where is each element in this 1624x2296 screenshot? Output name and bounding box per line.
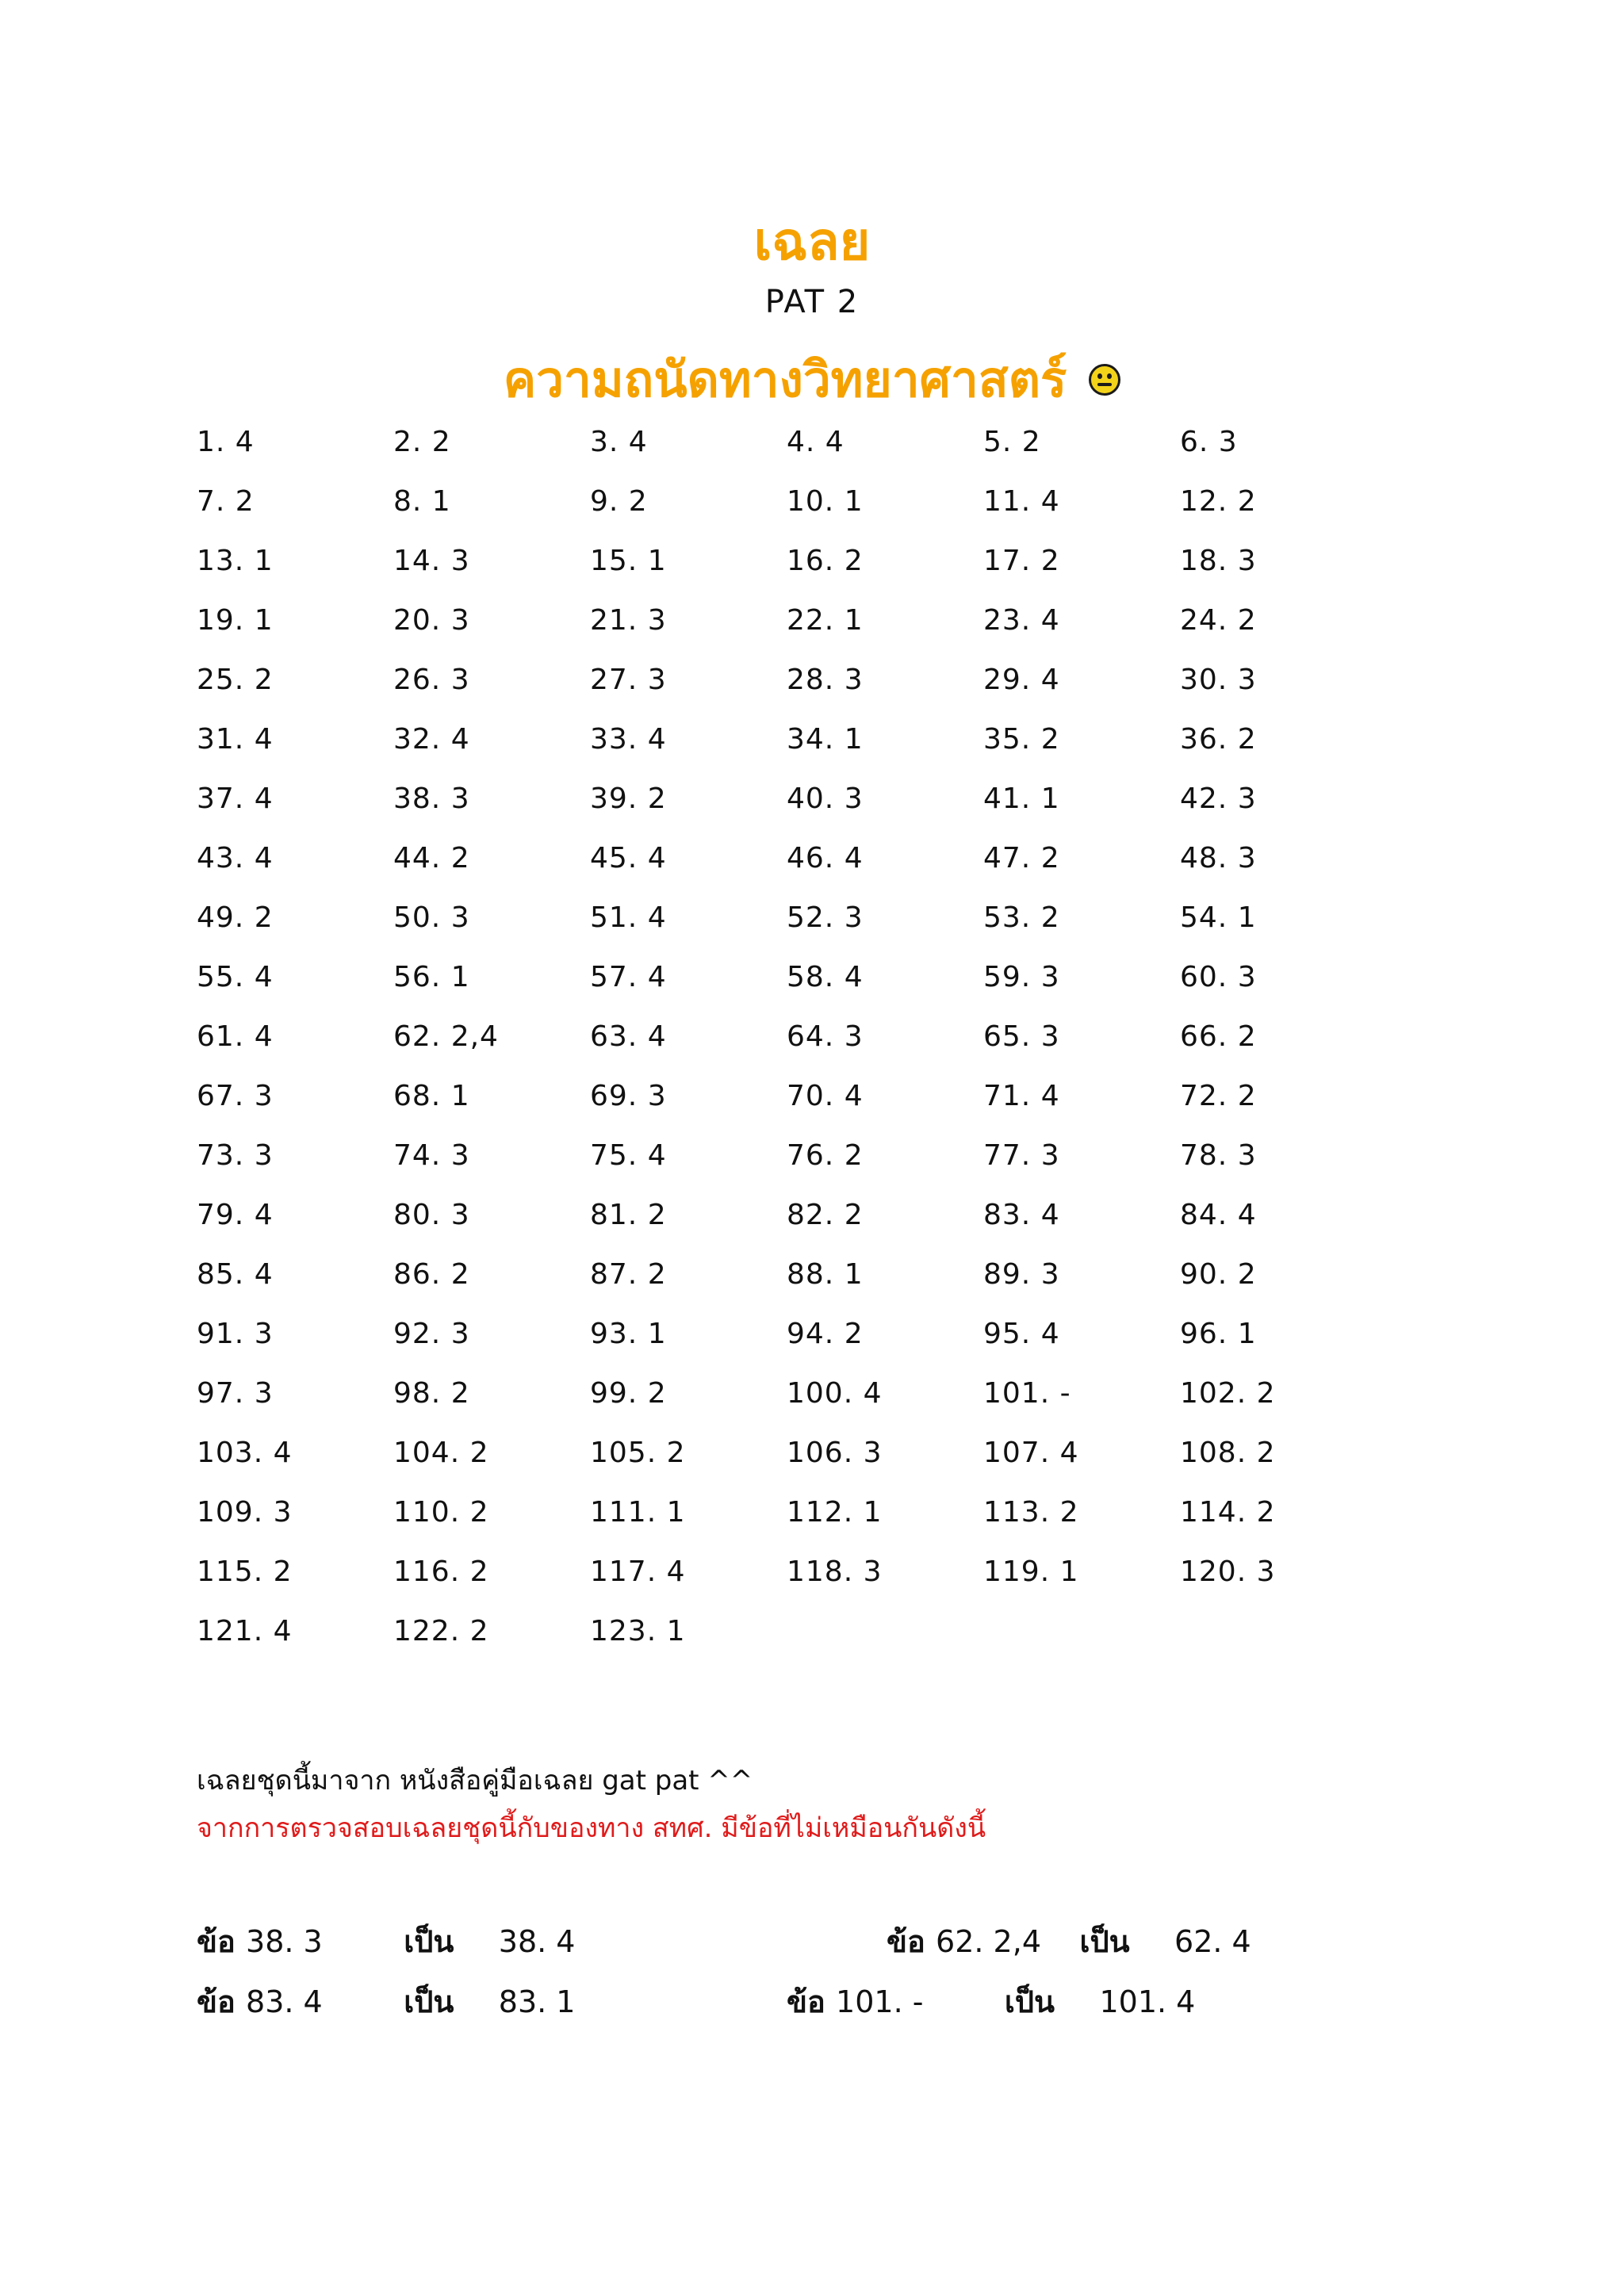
answer-item: 24. 2	[1180, 604, 1257, 637]
correction-prefix: ข้อ	[887, 1924, 925, 1959]
correction-corrected: 101. 4	[1099, 1984, 1196, 2019]
answer-item: 64. 3	[787, 1020, 864, 1053]
answer-item: 35. 2	[983, 723, 1060, 756]
answer-item: 84. 4	[1180, 1199, 1257, 1231]
answer-item: 107. 4	[983, 1437, 1079, 1469]
answer-item: 83. 4	[983, 1199, 1060, 1231]
answer-item: 18. 3	[1180, 545, 1257, 577]
correction-item	[787, 1977, 1195, 2026]
correction-original: 83. 4	[246, 1984, 323, 2019]
correction-item	[887, 1917, 1251, 1965]
answer-item: 52. 3	[787, 901, 864, 934]
answer-item: 36. 2	[1180, 723, 1257, 756]
answer-item: 121. 4	[197, 1615, 293, 1647]
answer-item: 33. 4	[590, 723, 667, 756]
heading-text: ความถนัดทางวิทยาศาสตร์	[503, 350, 1067, 408]
correction-is-word: เป็น	[404, 1924, 454, 1959]
answer-item: 73. 3	[197, 1139, 274, 1172]
answer-item: 59. 3	[983, 961, 1060, 993]
answer-item: 50. 3	[393, 901, 470, 934]
answer-item: 90. 2	[1180, 1258, 1257, 1291]
answer-item: 96. 1	[1180, 1318, 1257, 1350]
answer-item: 67. 3	[197, 1080, 274, 1112]
answer-item: 26. 3	[393, 664, 470, 696]
answer-item: 89. 3	[983, 1258, 1060, 1291]
answer-item: 101. -	[983, 1377, 1071, 1410]
correction-is-word: เป็น	[404, 1984, 454, 2019]
answer-item: 30. 3	[1180, 664, 1257, 696]
correction-is-word: เป็น	[1004, 1984, 1055, 2019]
answer-item: 44. 2	[393, 842, 470, 874]
answer-item: 103. 4	[197, 1437, 293, 1469]
page-heading	[0, 341, 1624, 419]
answer-item: 97. 3	[197, 1377, 274, 1410]
page-title: เฉลย	[753, 211, 871, 272]
answer-item: 68. 1	[393, 1080, 470, 1112]
answer-item: 5. 2	[983, 426, 1041, 458]
correction-corrected: 38. 4	[498, 1924, 576, 1959]
answer-item: 91. 3	[197, 1318, 274, 1350]
answer-item: 76. 2	[787, 1139, 864, 1172]
answer-item: 111. 1	[590, 1496, 686, 1529]
answer-item: 94. 2	[787, 1318, 864, 1350]
answer-item: 62. 2,4	[393, 1020, 499, 1053]
correction-original: 62. 2,4	[936, 1924, 1041, 1959]
answer-item: 25. 2	[197, 664, 274, 696]
answer-item: 2. 2	[393, 426, 451, 458]
answer-item: 95. 4	[983, 1318, 1060, 1350]
answer-item: 74. 3	[393, 1139, 470, 1172]
correction-is-word: เป็น	[1079, 1924, 1130, 1959]
answer-item: 57. 4	[590, 961, 667, 993]
page-subtitle: PAT 2	[764, 284, 860, 320]
correction-corrected: 83. 1	[498, 1984, 576, 2019]
answer-item: 93. 1	[590, 1318, 667, 1350]
answer-item: 63. 4	[590, 1020, 667, 1053]
answer-item: 120. 3	[1180, 1556, 1276, 1588]
answer-item: 116. 2	[393, 1556, 489, 1588]
answer-item: 22. 1	[787, 604, 864, 637]
answer-item: 113. 2	[983, 1496, 1079, 1529]
answer-item: 118. 3	[787, 1556, 883, 1588]
answer-item: 86. 2	[393, 1258, 470, 1291]
answer-item: 48. 3	[1180, 842, 1257, 874]
answer-item: 109. 3	[197, 1496, 293, 1529]
answer-item: 106. 3	[787, 1437, 883, 1469]
correction-prefix: ข้อ	[197, 1924, 236, 1959]
answer-item: 3. 4	[590, 426, 648, 458]
answer-item: 114. 2	[1180, 1496, 1276, 1529]
correction-original: 101. -	[836, 1984, 924, 2019]
correction-item	[197, 1977, 575, 2026]
answer-item: 123. 1	[590, 1615, 686, 1647]
answer-item: 43. 4	[197, 842, 274, 874]
answer-item: 65. 3	[983, 1020, 1060, 1053]
answer-item: 47. 2	[983, 842, 1060, 874]
answer-item: 37. 4	[197, 783, 274, 815]
answer-item: 10. 1	[787, 485, 864, 518]
answer-item: 56. 1	[393, 961, 470, 993]
answer-item: 108. 2	[1180, 1437, 1276, 1469]
answer-item: 41. 1	[983, 783, 1060, 815]
answer-item: 45. 4	[590, 842, 667, 874]
answer-item: 117. 4	[590, 1556, 686, 1588]
answer-item: 32. 4	[393, 723, 470, 756]
answer-item: 49. 2	[197, 901, 274, 934]
answer-item: 28. 3	[787, 664, 864, 696]
answer-item: 46. 4	[787, 842, 864, 874]
answer-item: 16. 2	[787, 545, 864, 577]
answer-item: 105. 2	[590, 1437, 686, 1469]
answer-item: 6. 3	[1180, 426, 1238, 458]
correction-corrected: 62. 4	[1174, 1924, 1251, 1959]
answer-item: 42. 3	[1180, 783, 1257, 815]
answer-item: 11. 4	[983, 485, 1060, 518]
answer-item: 92. 3	[393, 1318, 470, 1350]
answer-item: 88. 1	[787, 1258, 864, 1291]
answer-item: 60. 3	[1180, 961, 1257, 993]
correction-original: 38. 3	[246, 1924, 323, 1959]
answer-item: 102. 2	[1180, 1377, 1276, 1410]
answer-item: 29. 4	[983, 664, 1060, 696]
answer-item: 39. 2	[590, 783, 667, 815]
answer-item: 23. 4	[983, 604, 1060, 637]
answer-item: 27. 3	[590, 664, 667, 696]
answer-item: 9. 2	[590, 485, 648, 518]
answer-item: 82. 2	[787, 1199, 864, 1231]
answer-item: 100. 4	[787, 1377, 883, 1410]
answer-item: 112. 1	[787, 1496, 883, 1529]
correction-prefix: ข้อ	[197, 1984, 236, 2019]
answer-item: 7. 2	[197, 485, 255, 518]
answer-item: 61. 4	[197, 1020, 274, 1053]
comparison-note: จากการตรวจสอบเฉลยชุดนี้กับของทาง สทศ. มีข้อที่ไม่เหมือนกันดังนี้	[197, 1812, 986, 1844]
answer-item: 122. 2	[393, 1615, 489, 1647]
answer-item: 20. 3	[393, 604, 470, 637]
answer-item: 51. 4	[590, 901, 667, 934]
answer-item: 31. 4	[197, 723, 274, 756]
answer-item: 77. 3	[983, 1139, 1060, 1172]
answer-item: 110. 2	[393, 1496, 489, 1529]
answer-item: 104. 2	[393, 1437, 489, 1469]
answer-item: 8. 1	[393, 485, 451, 518]
answer-item: 17. 2	[983, 545, 1060, 577]
answer-item: 115. 2	[197, 1556, 293, 1588]
answer-item: 53. 2	[983, 901, 1060, 934]
answer-item: 119. 1	[983, 1556, 1079, 1588]
answer-item: 79. 4	[197, 1199, 274, 1231]
answer-item: 75. 4	[590, 1139, 667, 1172]
answer-item: 21. 3	[590, 604, 667, 637]
answer-item: 13. 1	[197, 545, 274, 577]
answer-item: 55. 4	[197, 961, 274, 993]
answer-item: 19. 1	[197, 604, 274, 637]
correction-item	[197, 1917, 575, 1965]
smiley-face-icon	[1089, 364, 1120, 396]
answer-item: 98. 2	[393, 1377, 470, 1410]
answer-item: 78. 3	[1180, 1139, 1257, 1172]
answer-item: 80. 3	[393, 1199, 470, 1231]
answer-item: 81. 2	[590, 1199, 667, 1231]
answer-item: 54. 1	[1180, 901, 1257, 934]
answer-item: 99. 2	[590, 1377, 667, 1410]
answer-item: 69. 3	[590, 1080, 667, 1112]
answer-item: 58. 4	[787, 961, 864, 993]
answer-item: 38. 3	[393, 783, 470, 815]
answer-item: 85. 4	[197, 1258, 274, 1291]
answer-item: 14. 3	[393, 545, 470, 577]
answer-item: 72. 2	[1180, 1080, 1257, 1112]
answer-item: 34. 1	[787, 723, 864, 756]
answer-item: 66. 2	[1180, 1020, 1257, 1053]
answer-item: 87. 2	[590, 1258, 667, 1291]
answer-item: 1. 4	[197, 426, 255, 458]
answer-item: 4. 4	[787, 426, 845, 458]
answer-item: 40. 3	[787, 783, 864, 815]
answer-grid	[197, 422, 1386, 1670]
answer-item: 15. 1	[590, 545, 667, 577]
answer-item: 71. 4	[983, 1080, 1060, 1112]
source-note: เฉลยชุดนี้มาจาก หนังสือคู่มือเฉลย gat pat ^^	[197, 1765, 753, 1797]
answer-item: 70. 4	[787, 1080, 864, 1112]
correction-prefix: ข้อ	[787, 1984, 825, 2019]
answer-item: 12. 2	[1180, 485, 1257, 518]
